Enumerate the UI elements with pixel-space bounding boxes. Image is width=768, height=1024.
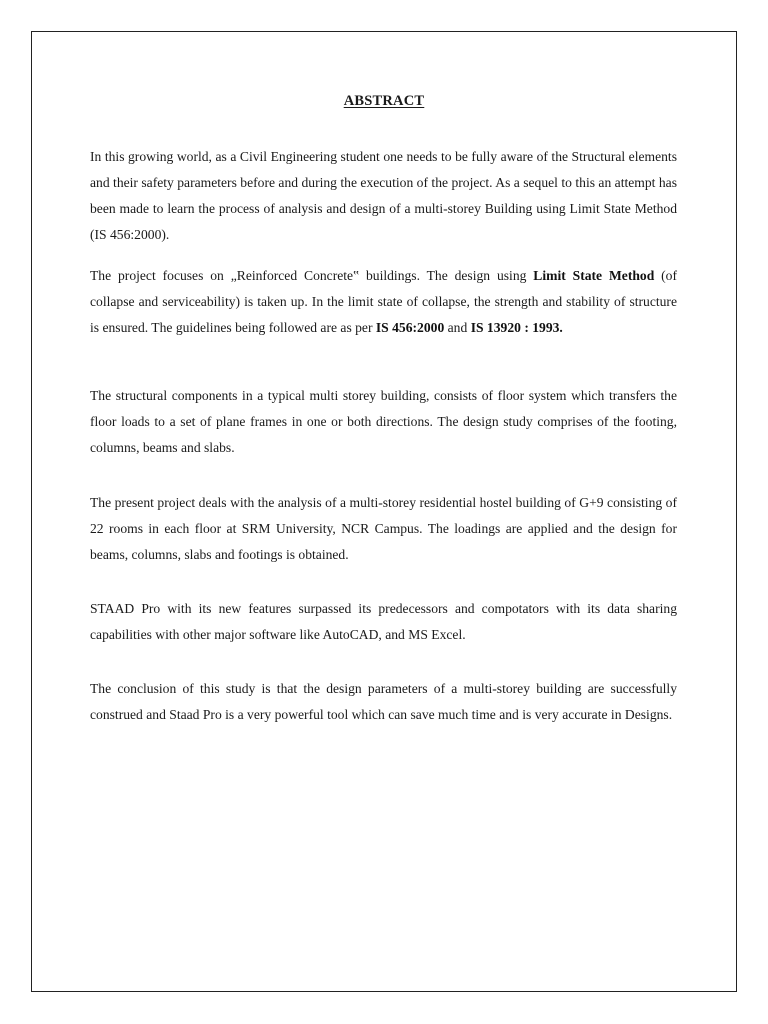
p2-bold-is-456: IS 456:2000 <box>375 320 445 335</box>
abstract-heading: ABSTRACT <box>343 93 425 109</box>
p2-bold-is-13920: IS 13920 : 1993. <box>470 320 563 335</box>
p2-text-1: The project focuses on „Reinforced Concrete‟ buildings. The design using <box>90 268 534 283</box>
paragraph-staad-pro: STAAD Pro with its new features surpassed its predecessors and compotators with its data sharing capabilities with other major software like AutoCAD, and MS Excel. <box>90 601 677 642</box>
paragraph-structural-components: The structural components in a typical multi storey building, consists of floor system which transfers the floor loads to a set of plane frames in one or both directions. The design study comprises of the footing, columns, beams and slabs. <box>90 388 677 455</box>
paragraph-introduction: In this growing world, as a Civil Engineering student one needs to be fully aware of the Structural elements and their safety parameters before and during the execution of the project. As a sequel to this an attempt has been made to learn the process of analysis and design of a multi-storey Building using Limit State Method (IS 456:2000). <box>90 149 677 242</box>
p2-text-3: and <box>444 320 471 335</box>
p2-bold-limit-state-method: Limit State Method <box>533 268 655 283</box>
p2-text-2: (of collapse and serviceability) is taken up. In the limit state of collapse, the strength and stability of structure is ensured. The guidelines being followed are as per <box>90 268 677 335</box>
paragraph-project-focus <box>90 263 677 341</box>
paragraph-conclusion: The conclusion of this study is that the design parameters of a multi-storey building are successfully construed and Staad Pro is a very powerful tool which can save much time and is very accurate in Designs. <box>90 681 677 722</box>
paragraph-project-scope: The present project deals with the analysis of a multi-storey residential hostel building of G+9 consisting of 22 rooms in each floor at SRM University, NCR Campus. The loadings are applied and the design for beams, columns, slabs and footings is obtained. <box>90 495 677 562</box>
